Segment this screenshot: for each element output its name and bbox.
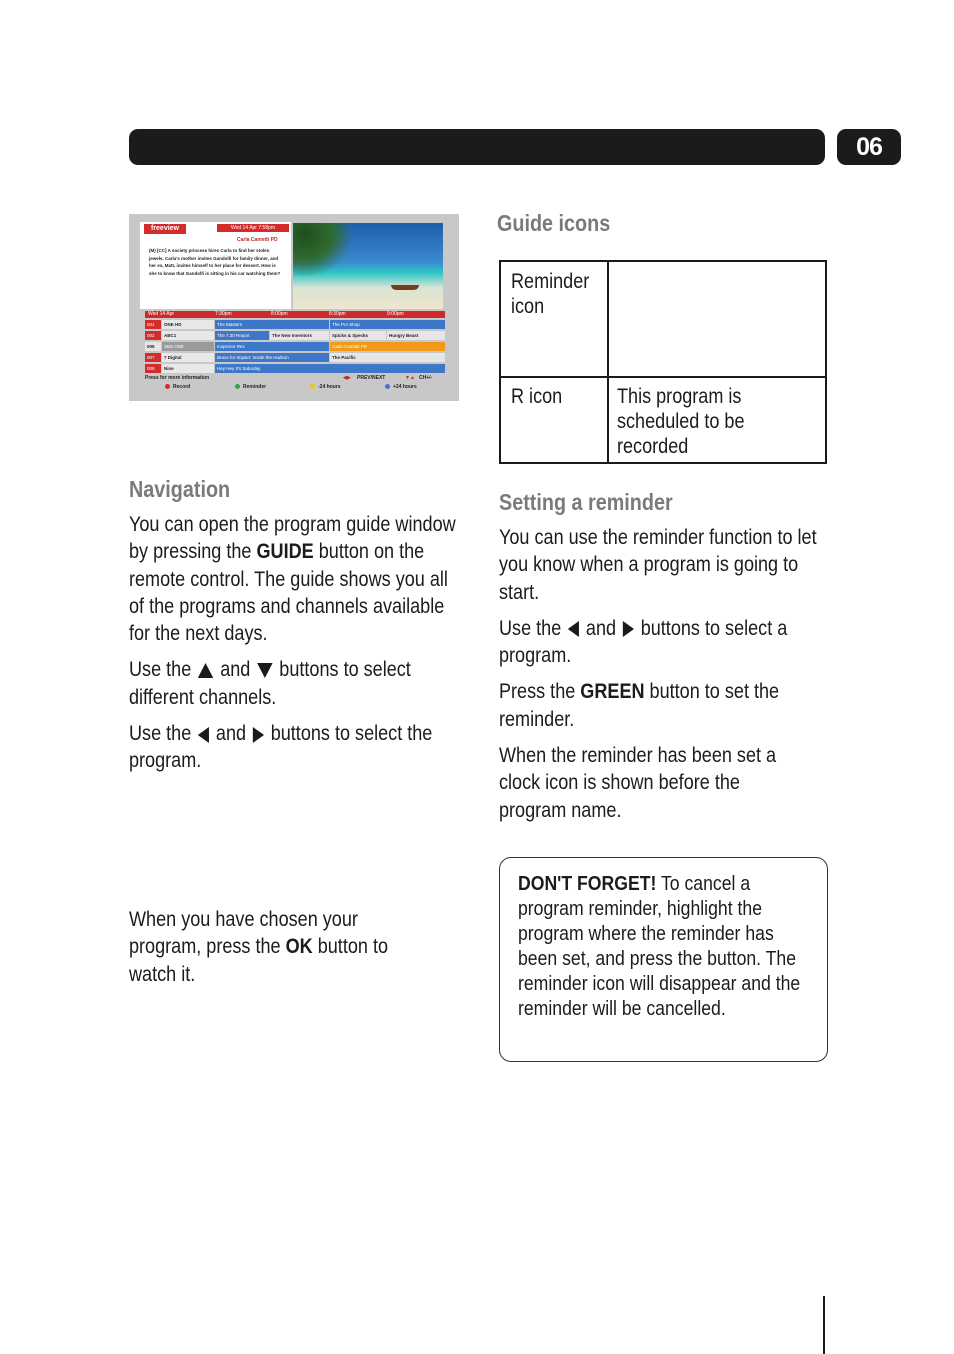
palm-tree-shape <box>293 223 353 278</box>
up-down-arrows-icon: ▼▲ <box>405 375 415 381</box>
boat-shape <box>391 285 419 290</box>
table-row <box>145 331 445 340</box>
legend-reminder: Reminder <box>243 384 267 390</box>
guide-icons-heading: Guide icons <box>497 210 611 236</box>
program-cell: Spicks & Specks <box>330 331 386 340</box>
dont-forget-note <box>499 857 828 1062</box>
right-arrow-icon <box>623 621 634 637</box>
guide-icons-table <box>499 260 827 464</box>
grid-header-time: 9:00pm <box>387 311 404 317</box>
table-cell-icon-desc: This program is scheduled to be recorded <box>617 385 745 458</box>
green-button-icon <box>235 384 240 389</box>
program-cell: Inspector Rex <box>215 342 329 351</box>
footer-nav-text: PREV/NEXT <box>357 375 386 381</box>
blue-button-icon <box>385 384 390 389</box>
grid-header-time: 8:30pm <box>329 311 346 317</box>
down-arrow-icon <box>257 663 272 678</box>
navigation-paragraph: Use the and buttons to select the program. <box>129 722 433 773</box>
reminder-body <box>499 524 834 833</box>
reminder-paragraph: Press the GREEN button to set the reminder. <box>499 680 780 731</box>
navigation-paragraph: You can open the program guide window by pressing the GUIDE button on the remote control. The guide shows you all of the programs and channels available for the next days. <box>129 513 456 646</box>
table-row <box>145 320 445 329</box>
channel-name: ONE HD <box>162 320 214 329</box>
channel-number: 002 <box>145 331 161 340</box>
reminder-paragraph: You can use the reminder function to let you know when a program is going to start. <box>499 526 817 604</box>
channel-name: Nine <box>162 364 214 373</box>
channel-number: 009 <box>145 364 161 373</box>
program-cell: The Pacific <box>330 353 445 362</box>
table-cell-icon-name: Reminder icon <box>511 270 590 318</box>
freeview-logo: freeview <box>144 224 186 234</box>
left-arrow-icon <box>198 727 209 743</box>
reminder-paragraph: When the reminder has been set a clock icon is shown before the program name. <box>499 744 777 822</box>
legend-minus-24: -24 hours <box>318 384 341 390</box>
right-arrow-icon <box>253 727 264 743</box>
guide-footer-info <box>145 375 445 382</box>
program-cell: Hey Hey It's Saturday <box>215 364 445 373</box>
channel-number: 005 <box>145 342 161 351</box>
program-cell: The Pro Shop <box>330 320 445 329</box>
program-cell: Brace for Impact: Inside the Hudson <box>215 353 329 362</box>
program-cell: Hungry Beast <box>387 331 445 340</box>
navigation-heading: Navigation <box>129 476 231 502</box>
program-cell: The Masters <box>215 320 329 329</box>
program-cell: The 7.30 Report <box>215 331 269 340</box>
grid-header-date: Wed 14 Apr <box>148 311 175 317</box>
red-button-icon <box>165 384 170 389</box>
chapter-number-badge: 06 <box>837 129 901 165</box>
guide-footer-legend <box>145 383 445 391</box>
yellow-button-icon <box>310 384 315 389</box>
up-arrow-icon <box>198 663 213 678</box>
navigation-paragraph: Use the and buttons to select different channels. <box>129 658 411 709</box>
legend-record: Record <box>173 384 191 390</box>
navigation-body <box>129 511 460 784</box>
program-cell-highlighted: Carla Cametti PD <box>330 342 445 351</box>
table-cell-icon-name: R icon <box>511 385 563 408</box>
footer-info-text: Press for more information <box>145 375 210 381</box>
beach-preview-image <box>293 223 443 309</box>
page-margin-rule <box>823 1296 825 1354</box>
reminder-heading: Setting a reminder <box>499 489 673 515</box>
channel-name: ABC1 <box>162 331 214 340</box>
program-guide-screenshot <box>129 214 459 401</box>
table-row <box>145 364 445 373</box>
left-arrow-icon <box>568 621 579 637</box>
channel-name: SBS ONE <box>162 342 214 351</box>
guide-program-title: Carla Cametti PD <box>237 237 278 243</box>
table-row <box>145 342 445 351</box>
table-row <box>145 353 445 362</box>
channel-number: 001 <box>145 320 161 329</box>
note-text: DON'T FORGET! To cancel a program reminder, highlight the program where the reminder has been set, and press the button. The reminder icon will disappear and the reminder will be cancelled. <box>518 872 801 1020</box>
note-label: DON'T FORGET! <box>518 872 657 895</box>
chapter-header-bar <box>129 129 825 165</box>
reminder-paragraph: Use the and buttons to select a program. <box>499 616 788 668</box>
channel-number: 007 <box>145 353 161 362</box>
grid-header-time: 7:30pm <box>215 311 232 317</box>
navigation-ok-paragraph: When you have chosen your program, press the OK button to watch it. <box>129 908 389 986</box>
left-right-arrows-icon: ◀▶ <box>343 375 351 381</box>
program-cell: The New Inventors <box>270 331 329 340</box>
guide-datetime: Wed 14 Apr 7:58pm <box>217 224 289 232</box>
guide-program-description: (M) [CC] A society princess hires Carla to find her stolen jewels. Carla's mother invites Gandolfi for family dinner, and her ex, Matt, invites himself to her place for dessert. How is she to know that Gandolfi is sitting in his car watching them? <box>149 248 281 276</box>
footer-ch-text: CH+/- <box>419 375 433 381</box>
grid-header-time: 8:00pm <box>271 311 288 317</box>
legend-plus-24: +24 hours <box>393 384 417 390</box>
channel-name: 7 Digital <box>162 353 214 362</box>
